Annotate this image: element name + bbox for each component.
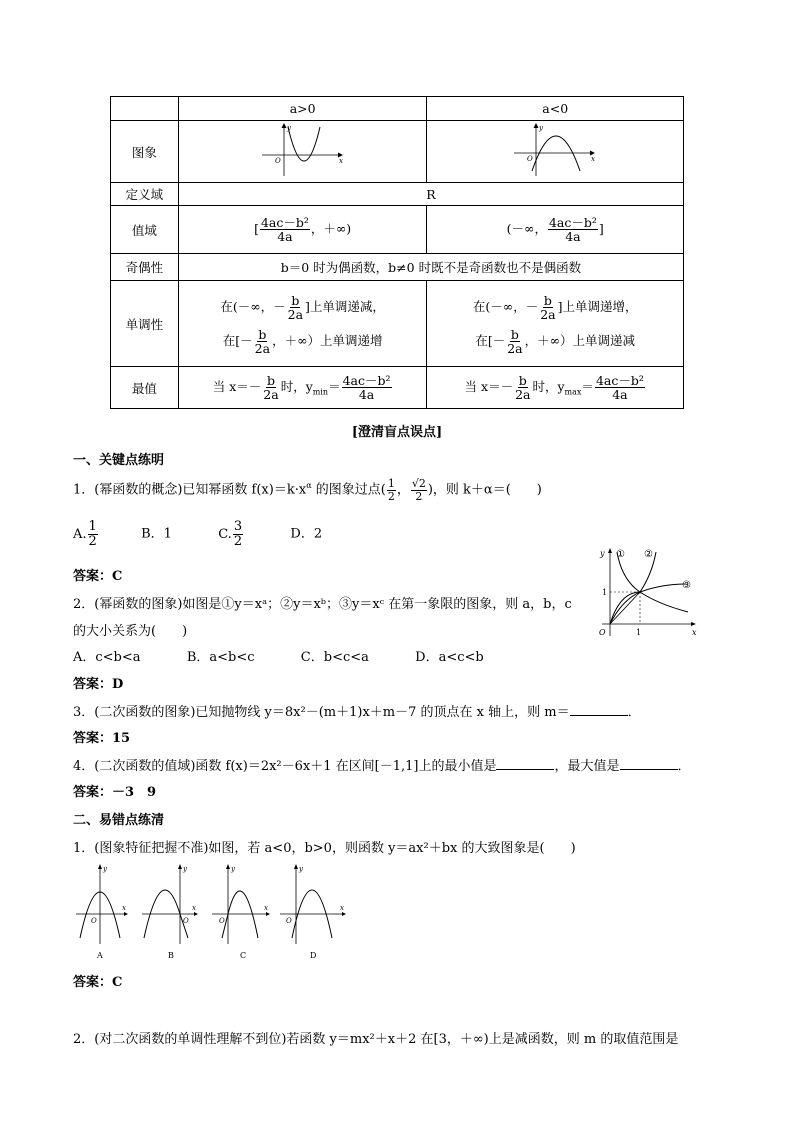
q1-option-a: A. $\frac{1}{2}$ <box>73 519 97 549</box>
svg-text:O: O <box>183 917 189 925</box>
e1-answer: 答案：C <box>73 975 123 990</box>
option-graph-c <box>212 864 270 960</box>
q2-answer: 答案：D <box>73 677 124 692</box>
section-title: [澄清盲点误点] <box>351 425 443 440</box>
downward-parabola-graph <box>510 121 600 179</box>
option-graph-a <box>76 864 128 960</box>
svg-text:x: x <box>192 904 196 912</box>
svg-text:x: x <box>591 155 596 163</box>
q1-option-c: C. $\frac{3}{2}$ <box>218 519 243 549</box>
svg-text:1: 1 <box>602 588 608 597</box>
table-row-monotonicity <box>111 281 684 367</box>
row-label-domain: 定义域 <box>111 183 179 206</box>
col-header-a-positive: a>0 <box>178 97 427 121</box>
error-question-2: 2．(对二次函数的单调性理解不到位)若函数 y＝mx²＋x＋2 在[3，＋∞)上是减函数，则 m 的取值范围是 <box>73 1032 679 1047</box>
range-negative: (－∞， $\frac{\text{4ac－b²}}{4a}$ ] <box>427 206 684 254</box>
q1-option-b: B．1 <box>141 526 172 542</box>
svg-text:x: x <box>338 157 343 165</box>
svg-text:1: 1 <box>636 628 642 637</box>
table-row-graph <box>111 121 684 183</box>
q2-option-b: B．a<b<c <box>186 650 255 665</box>
svg-text:O: O <box>527 155 533 163</box>
question-1: 1．(幂函数的概念)已知幂函数 $f(x)=k\cdot x^\alpha$ 的图象过点( $\frac{1}{2}$ ， $\frac{√2}{2}$ )，则 k＋α＝( ) <box>73 477 542 503</box>
q1-answer: 答案：C <box>73 569 123 584</box>
question-2-line-2: 的大小关系为( ) <box>73 624 188 639</box>
svg-text:y: y <box>231 865 235 873</box>
svg-text:x: x <box>122 904 126 912</box>
table-row-domain <box>111 183 684 206</box>
properties-table <box>110 96 684 409</box>
q4-max-blank[interactable] <box>620 757 678 770</box>
q2-option-d: D．a<c<b <box>415 650 484 665</box>
svg-text:y: y <box>299 865 303 873</box>
question-1-options <box>73 520 322 548</box>
svg-text:x: x <box>340 904 344 912</box>
error-question-1: 1．(图象特征把握不准)如图，若 a<0，b>0，则函数 y＝ax²＋bx 的大致图象是( ) <box>73 841 576 856</box>
part1-heading: 一、关键点练明 <box>73 453 165 468</box>
svg-text:O: O <box>91 917 97 925</box>
row-label-range: 值域 <box>111 206 179 254</box>
svg-text:y: y <box>286 124 291 132</box>
svg-text:O: O <box>286 917 292 925</box>
power-function-figure <box>588 544 700 640</box>
extremum-positive: 当 x＝－ $\frac{b}{2a}$ 时，$y_{min}=$ $\frac{\text{4ac－b²}}{4a}$ <box>178 367 427 409</box>
range-negative-fraction: $\frac{\text{4ac－b²}}{4a}$ <box>548 214 597 244</box>
q2-option-c: C．b<c<a <box>300 650 369 665</box>
svg-text:A: A <box>97 951 103 960</box>
curve-2-label: ② <box>644 549 653 560</box>
row-label-graph: 图象 <box>111 121 179 183</box>
option-graph-b <box>142 864 198 960</box>
svg-text:O: O <box>219 917 225 925</box>
extremum-negative: 当 x＝－ $\frac{b}{2a}$ 时，$y_{max}=$ $\frac{\text{4ac－b²}}{4a}$ <box>427 367 684 409</box>
range-positive: [ $\frac{\text{4ac－b²}}{4a}$ ，＋∞) <box>178 206 427 254</box>
part2-heading: 二、易错点练清 <box>73 813 165 828</box>
q4-min-blank[interactable] <box>496 757 554 770</box>
row-label-parity: 奇偶性 <box>111 254 179 281</box>
svg-text:y: y <box>183 865 187 873</box>
svg-text:O: O <box>274 157 281 165</box>
svg-text:O: O <box>599 628 606 637</box>
curve-3-label: ③ <box>682 580 691 591</box>
question-2-options <box>73 646 484 665</box>
monotonicity-positive: 在(－∞，－ $\frac{b}{2a}$ ]上单调递减， 在[－ $\frac{b}{2a}$ ，＋∞）上单调递增 <box>178 281 427 367</box>
svg-text:x: x <box>692 628 697 637</box>
range-positive-fraction: $\frac{\text{4ac－b²}}{4a}$ <box>260 214 309 244</box>
table-row-parity <box>111 254 684 281</box>
col-header-a-negative: a<0 <box>427 97 684 121</box>
table-row-range <box>111 206 684 254</box>
svg-text:B: B <box>168 951 174 960</box>
q3-answer-blank[interactable] <box>570 703 628 716</box>
option-graph-d <box>280 864 346 960</box>
svg-text:D: D <box>310 951 317 960</box>
q2-option-a: A．c<b<a <box>73 650 141 665</box>
row-label-extremum: 最值 <box>111 367 179 409</box>
svg-text:y: y <box>103 865 107 873</box>
svg-text:y: y <box>539 124 544 132</box>
table-row-extremum <box>111 367 684 409</box>
graph-downward-parabola-cell <box>427 121 684 183</box>
q4-answer: 答案：－3 9 <box>73 785 157 800</box>
domain-value: R <box>178 183 683 206</box>
question-3: 3．(二次函数的图象)已知抛物线 y＝8x²－(m＋1)x＋m－7 的顶点在 x 轴上，则 m＝ ． <box>73 705 641 720</box>
row-label-monotonicity: 单调性 <box>111 281 179 367</box>
question-4: 4．(二次函数的值域)函数 f(x)＝2x²－6x＋1 在区间[－1,1]上的最小值是 ，最大值是 ． <box>73 759 691 774</box>
q3-answer: 答案：15 <box>73 731 131 746</box>
question-2-line-1: 2．(幂函数的图象)如图是①y＝xᵃ；②y＝xᵇ；③y＝xᶜ 在第一象限的图象，则 a，b，c <box>73 597 572 612</box>
monotonicity-negative: 在(－∞，－ $\frac{b}{2a}$ ]上单调递增， 在[－ $\frac{b}{2a}$ ，＋∞）上单调递减 <box>427 281 684 367</box>
parity-value: b＝0 时为偶函数，b≠0 时既不是奇函数也不是偶函数 <box>178 254 683 281</box>
svg-text:x: x <box>264 904 268 912</box>
svg-text:y: y <box>600 549 605 558</box>
option-graphs <box>72 862 362 962</box>
table-header-row <box>111 97 684 121</box>
upward-parabola-graph <box>258 121 348 179</box>
table-corner-cell <box>111 97 179 121</box>
graph-upward-parabola-cell <box>178 121 427 183</box>
q1-option-d: D．2 <box>290 526 323 542</box>
svg-text:C: C <box>240 951 247 960</box>
curve-1-label: ① <box>616 549 625 560</box>
